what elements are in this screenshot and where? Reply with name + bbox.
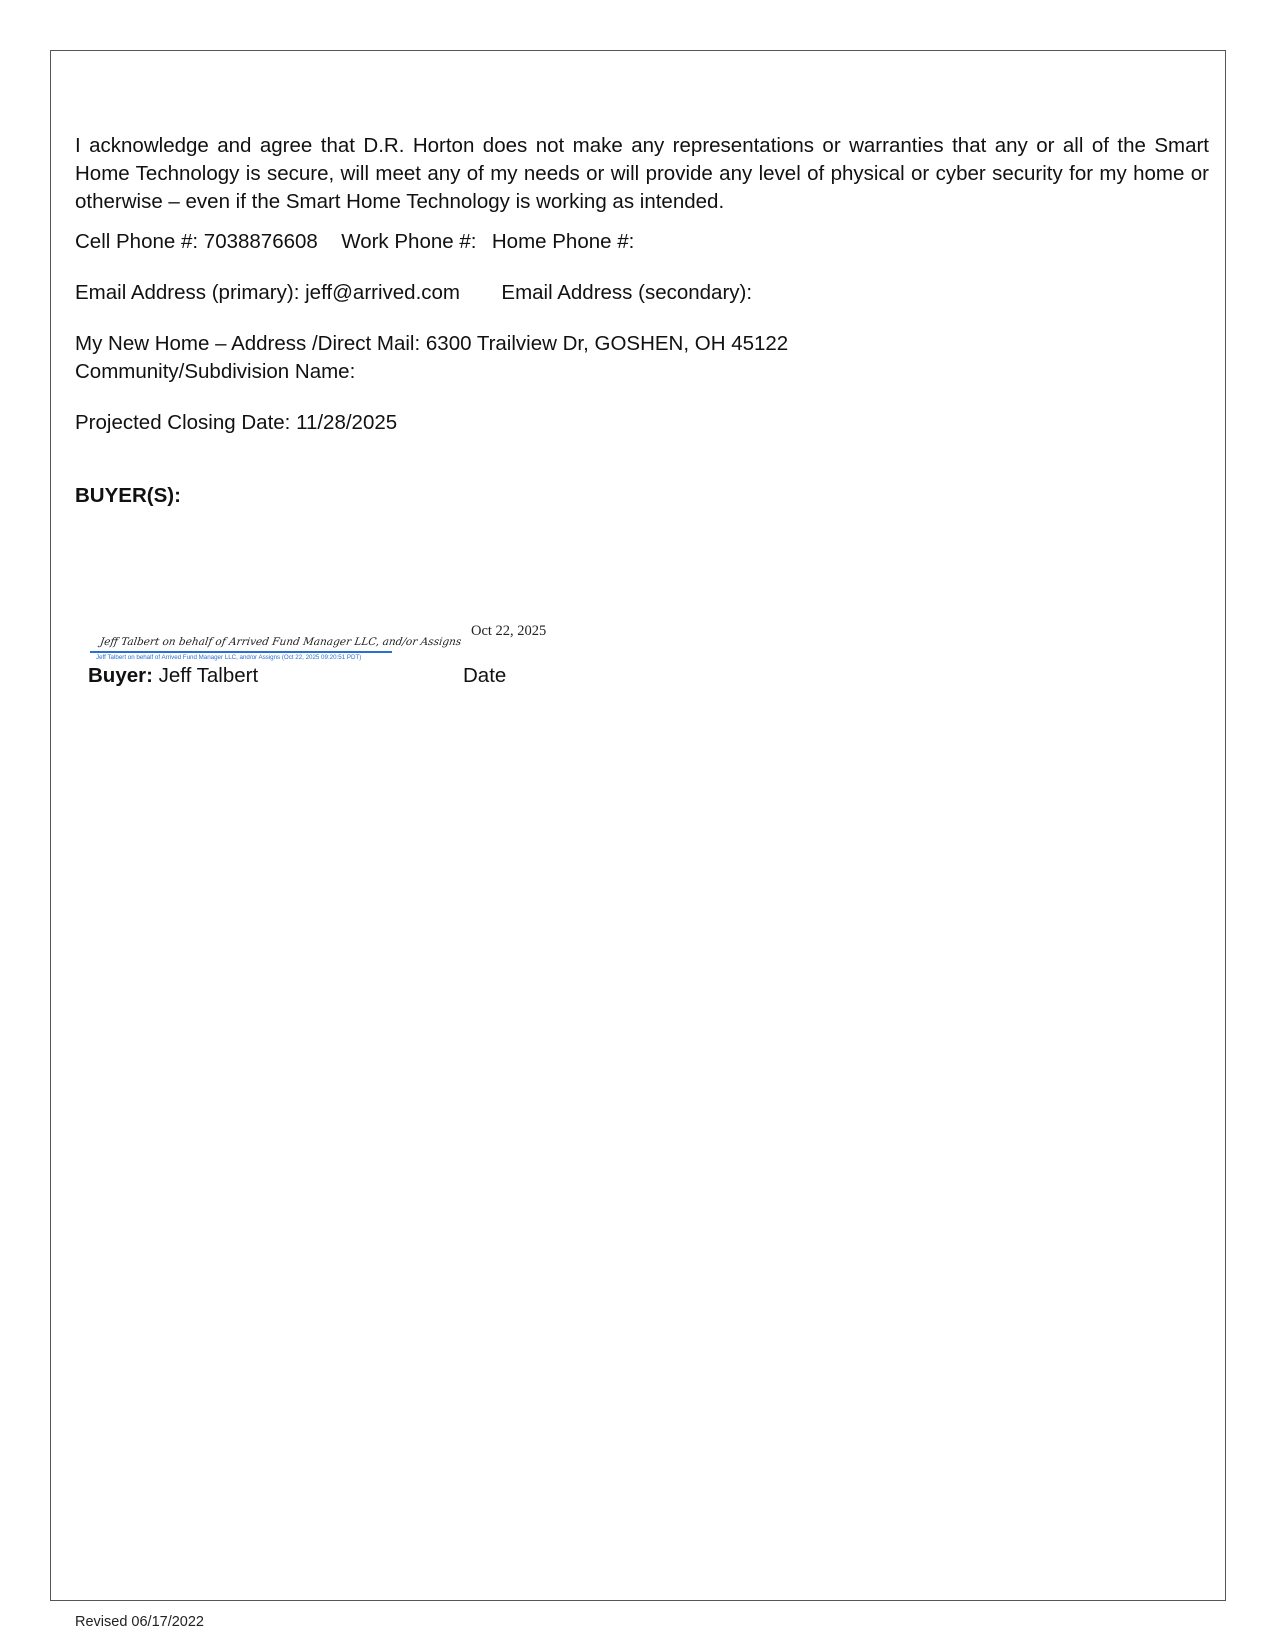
email-primary-label: Email Address (primary): [75, 281, 300, 304]
work-phone-label: Work Phone #: [341, 230, 477, 253]
buyer-name-line [88, 662, 258, 690]
cell-phone-value: 7038876608 [203, 230, 318, 253]
buyer-name: Jeff Talbert [158, 664, 259, 687]
home-phone-label: Home Phone #: [491, 230, 635, 253]
signature-caption: Jeff Talbert on behalf of Arrived Fund Manager LLC, and/or Assigns (Oct 22, 2025 09:20:51 PDT) [96, 654, 362, 661]
date-label: Date [463, 664, 507, 687]
address-label: My New Home – Address /Direct Mail: [75, 332, 421, 355]
closing-line [75, 409, 397, 437]
signed-date: Oct 22, 2025 [471, 623, 547, 639]
email-line [75, 279, 752, 307]
address-line [75, 330, 788, 358]
email-primary-value: jeff@arrived.com [305, 281, 460, 304]
email-secondary-label: Email Address (secondary): [501, 281, 753, 304]
address-value: 6300 Trailview Dr, GOSHEN, OH 45122 [425, 332, 789, 355]
buyers-heading: BUYER(S): [75, 484, 181, 507]
cell-phone-label: Cell Phone #: [75, 230, 199, 253]
acknowledgement-paragraph: I acknowledge and agree that D.R. Horton does not make any representations or warranties that any or all of the Smart Home Technology is secure, will meet any of my needs or will provide any level of physical or cyber security for my home or otherwise – even if the Smart Home Technology is working as intended. [75, 134, 1209, 213]
phone-line [75, 228, 634, 256]
buyer-label: Buyer: [88, 664, 153, 687]
signature-script: Jeff Talbert on behalf of Arrived Fund Manager LLC, and/or Assigns [99, 636, 463, 648]
community-label: Community/Subdivision Name: [75, 360, 356, 383]
closing-date-label: Projected Closing Date: [75, 411, 291, 434]
revision-footer: Revised 06/17/2022 [75, 1614, 204, 1630]
signature-line [90, 651, 392, 653]
closing-date-value: 11/28/2025 [296, 411, 398, 434]
